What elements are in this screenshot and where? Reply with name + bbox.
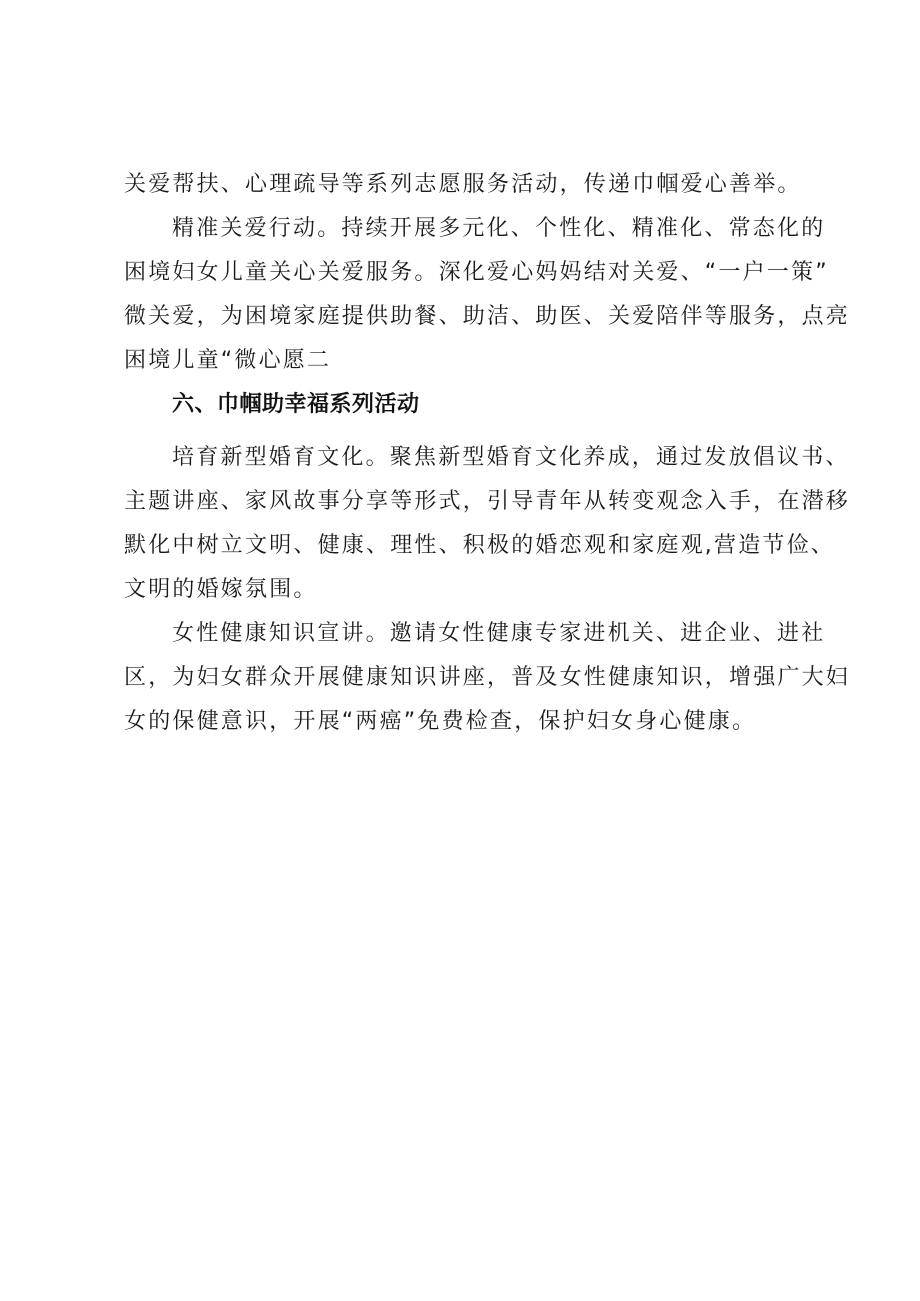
paragraph-line: 关爱帮扶、心理疏导等系列志愿服务活动，传递巾帼爱心善举。	[124, 172, 802, 197]
section-heading: 六、巾帼助幸福系列活动	[172, 392, 420, 417]
paragraph-line: 困境妇女儿童关心关爱服务。深化爱心妈妈结对关爱、“一户一策”	[124, 260, 829, 285]
paragraph-line: 女的保健意识，开展“两癌”免费检查，保护妇女身心健康。	[124, 709, 757, 734]
paragraph-line: 默化中树立文明、健康、理性、积极的婚恋观和家庭观,营造节俭、	[124, 533, 835, 558]
paragraph-line: 女性健康知识宣讲。邀请女性健康专家进机关、进企业、进社	[172, 621, 826, 646]
paragraph-line: 主题讲座、家风故事分享等形式，引导青年从转变观念入手，在潜移	[124, 489, 851, 514]
paragraph-line: 困境儿童“微心愿二	[124, 348, 332, 373]
paragraph-line: 精准关爱行动。持续开展多元化、个性化、精准化、常态化的	[172, 216, 826, 241]
paragraph-line: 微关爱，为困境家庭提供助餐、助洁、助医、关爱陪伴等服务，点亮	[124, 304, 851, 329]
paragraph-line: 区，为妇女群众开展健康知识讲座，普及女性健康知识，增强广大妇	[124, 665, 851, 690]
paragraph-line: 文明的婚嫁氛围。	[124, 577, 318, 602]
paragraph-line: 培育新型婚育文化。聚焦新型婚育文化养成，通过发放倡议书、	[172, 445, 850, 470]
